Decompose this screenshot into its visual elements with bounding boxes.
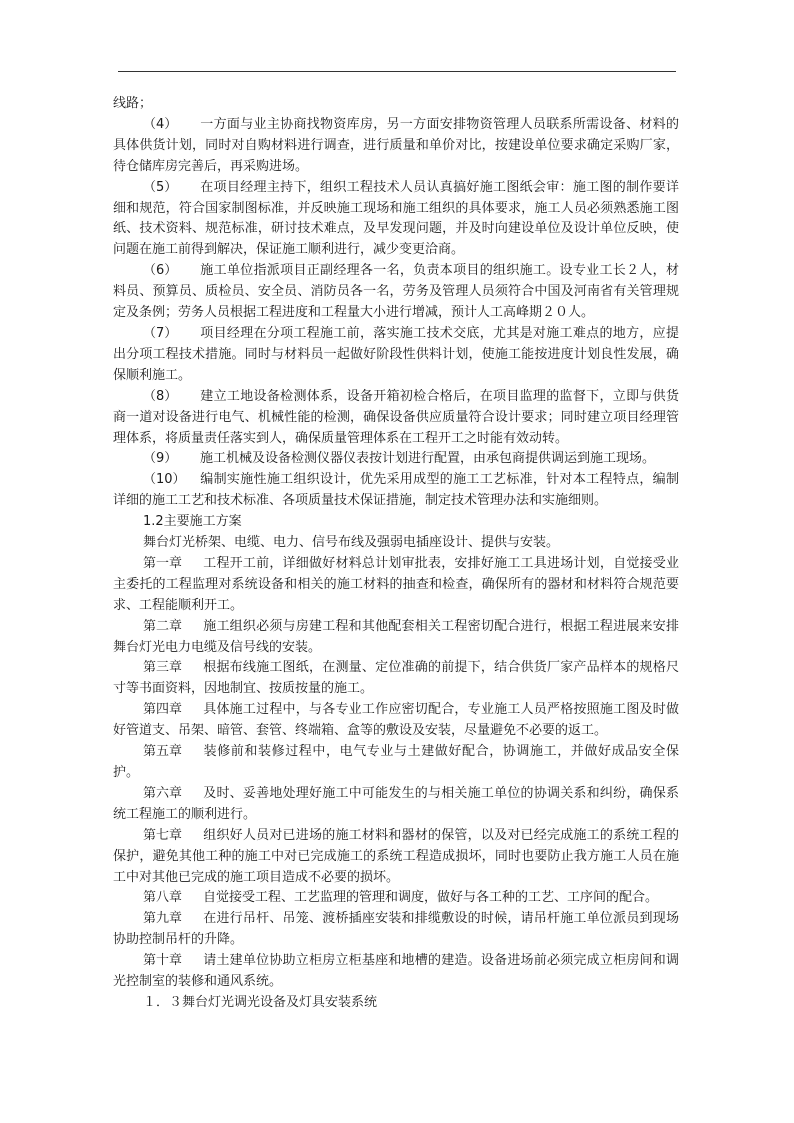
item-number: （4） xyxy=(143,116,178,132)
item-text: 编制实施性施工组织设计，优先采用成型的施工工艺标准，针对本工程特点，编制详细的施工工艺和技术标准、各项质量技术保证措施，制定技术管理办法和实施细则。 xyxy=(113,472,679,509)
chapter-text: 具体施工过程中，与各专业工作应密切配合，专业施工人员严格按照施工图及时做好管道支、吊架、暗管、套管、终端箱、盒等的敷设及安装，尽量避免不必要的返工。 xyxy=(113,702,679,739)
list-item xyxy=(113,449,679,470)
chapter-paragraph xyxy=(113,909,679,951)
item-text: 项目经理在分项工程施工前，落实施工技术交底，尤其是对施工难点的地方，应提出分项工程技术措施。同时与材料员一起做好阶段性供料计划，使施工能按进度计划良性发展，确保顺利施工。 xyxy=(113,325,679,383)
item-number: （6） xyxy=(143,263,178,279)
chapter-text: 装修前和装修过程中，电气专业与土建做好配合，协调施工，并做好成品安全保护。 xyxy=(113,744,679,780)
item-text: 建立工地设备检测体系，设备开箱初检合格后，在项目监理的监督下，立即与供货商一道对设备进行电气、机械性能的检测，确保设备供应质量符合设计要求；同时建立项目经理管理体系，将质量责任落实到人，确保质量管理体系在工程开工之时能有效动转。 xyxy=(113,388,679,446)
header-rule xyxy=(118,71,676,72)
chapter-text: 自觉接受工程、工艺监理的管理和调度，做好与各工种的工艺、工序间的配合。 xyxy=(203,890,659,906)
chapter-label: 第五章 xyxy=(143,744,183,760)
chapter-paragraph xyxy=(113,888,679,909)
chapter-label: 第一章 xyxy=(143,555,183,571)
lead-paragraph: 线路； xyxy=(113,96,153,111)
chapter-label: 第三章 xyxy=(143,660,183,676)
section-heading-1-2: 1.2主要施工方案 xyxy=(143,514,242,530)
chapter-label: 第八章 xyxy=(143,890,183,906)
chapter-text: 施工组织必须与房建工程和其他配套相关工程密切配合进行，根据工程进展来安排舞台灯光电力电缆及信号线的安装。 xyxy=(113,618,679,655)
item-number: （8） xyxy=(143,388,178,404)
chapter-label: 第四章 xyxy=(143,702,183,718)
item-number: （10） xyxy=(143,472,186,488)
section-intro: 舞台灯光桥架、电缆、电力、信号布线及强弱电插座设计、提供与安装。 xyxy=(143,535,560,551)
list-item xyxy=(113,387,679,450)
chapter-paragraph xyxy=(113,742,679,784)
document-body xyxy=(113,94,679,1014)
chapter-text: 在进行吊杆、吊笼、渡桥插座安装和排缆敷设的时候，请吊杆施工单位派员到现场协助控制吊杆的升降。 xyxy=(113,911,679,948)
item-text: 一方面与业主协商找物资库房，另一方面安排物资管理人员联系所需设备、材料的具体供货计划，同时对自购材料进行调查，进行质量和单价对比，按建设单位要求确定采购厂家，待仓储库房完善后，再采购进场。 xyxy=(113,116,679,174)
item-number: （9） xyxy=(143,451,178,467)
chapter-text: 组织好人员对已进场的施工材料和器材的保管，以及对已经完成施工的系统工程的保护，避免其他工种的施工中对已完成施工的系统工程造成损坏，同时也要防止我方施工人员在施工中对其他已完成的施工项目造成不必要的损坏。 xyxy=(113,827,679,885)
chapter-paragraph xyxy=(113,700,679,742)
chapter-text: 及时、妥善地处理好施工中可能发生的与相关施工单位的协调关系和纠纷，确保系统工程施工的顺利进行。 xyxy=(113,785,679,822)
chapter-paragraph xyxy=(113,951,679,993)
chapter-label: 第九章 xyxy=(143,911,183,927)
chapter-label: 第六章 xyxy=(143,785,183,801)
chapter-paragraph xyxy=(113,617,679,659)
item-text: 施工单位指派项目正副经理各一名，负责本项目的组织施工。设专业工长２人，材料员、预算员、质检员、安全员、消防员各一名，劳务及管理人员须符合中国及河南省有关管理规定及条例；劳务人员根据工程进度和工程量大小进行增减，预计人工高峰期２０人。 xyxy=(113,263,679,321)
list-item xyxy=(113,261,679,324)
chapter-paragraph xyxy=(113,784,679,826)
item-number: （7） xyxy=(143,325,178,341)
list-item xyxy=(113,470,679,512)
chapter-paragraph xyxy=(113,826,679,889)
chapter-label: 第十章 xyxy=(143,953,183,969)
chapter-label: 第二章 xyxy=(143,618,183,634)
list-item xyxy=(113,178,679,262)
chapter-paragraph xyxy=(113,554,679,617)
chapter-text: 工程开工前，详细做好材料总计划审批表，安排好施工工具进场计划，自觉接受业主委托的工程监理对系统设备和相关的施工材料的抽查和检查，确保所有的器材和材料符合规范要求、工程能顺利开工。 xyxy=(113,555,679,613)
chapter-text: 请土建单位协助立柜房立柜基座和地槽的建造。设备进场前必须完成立柜房间和调光控制室的装修和通风系统。 xyxy=(113,953,679,990)
section-heading-1-3: １．３舞台灯光调光设备及灯具安装系统 xyxy=(143,994,378,1010)
item-text: 施工机械及设备检测仪器仪表按计划进行配置，由承包商提供调运到施工现场。 xyxy=(200,451,656,467)
chapter-label: 第七章 xyxy=(143,827,183,843)
chapter-text: 根据布线施工图纸，在测量、定位准确的前提下，结合供货厂家产品样本的规格尺寸等书面资料，因地制宜、按质按量的施工。 xyxy=(113,660,679,697)
item-text: 在项目经理主持下，组织工程技术人员认真搞好施工图纸会审：施工图的制作要详细和规范，符合国家制图标准，并反映施工现场和施工组织的具体要求，施工人员必须熟悉施工图纸、技术资料、规范标准，研讨技术难点，及早发现问题，并及时向建设单位及设计单位反映，使问题在施工前得到解决，保证施工顺利进行，减少变更洽商。 xyxy=(113,179,679,258)
list-item xyxy=(113,324,679,387)
chapter-paragraph xyxy=(113,658,679,700)
item-number: （5） xyxy=(143,179,178,195)
list-item xyxy=(113,115,679,178)
